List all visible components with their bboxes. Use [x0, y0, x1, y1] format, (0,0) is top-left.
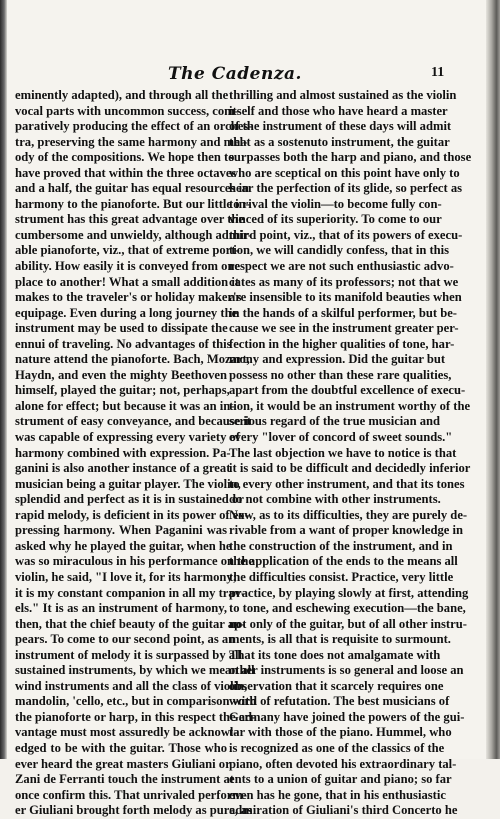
text-line: of the instrument of these days will admit	[229, 119, 452, 134]
text-line: it is said to be difficult and decidedly inferior	[229, 461, 471, 476]
text-line: mony and expression. Did the guitar but	[229, 352, 446, 367]
text-line: is recognized as one of the classics of the	[229, 740, 445, 755]
text-line: serious regard of the true musician and	[229, 414, 441, 429]
text-line: vinced of its superiority. To come to our	[229, 212, 442, 227]
text-line: cates as many of its professors; not that we	[229, 274, 459, 289]
text-line: edged to be with the guitar. Those who	[15, 740, 227, 755]
text-line: itself and those who have heard a master	[229, 103, 448, 118]
text-line: not only of the guitar, but of all other instru-	[229, 616, 467, 631]
page-number: 11	[431, 65, 445, 80]
text-line: surpasses both the harp and piano, and those	[229, 150, 472, 165]
text-line: piano, often devoted his extraordinary tal-	[229, 756, 457, 771]
text-line: do not combine with other instruments.	[229, 492, 441, 507]
text-line: the construction of the instrument, and in	[229, 538, 453, 553]
text-line: pears. To come to our second point, as an	[15, 632, 236, 647]
text-line: alone for effect; but because it was an in-	[15, 398, 235, 413]
text-line: ability. How easily it is conveyed from one	[15, 259, 241, 274]
text-line: equipage. Even during a long journey the	[15, 305, 238, 320]
text-line: splendid and perfect as it is in sustained or	[15, 492, 244, 507]
text-line: cumbersome and unwieldy, although admir-	[15, 227, 253, 242]
text-line: wind instruments and all the class of violin,	[15, 678, 248, 693]
text-line: hear the perfection of its glide, so perfect as	[229, 181, 463, 196]
text-line: violin, he said, "I love it, for its harmony;	[15, 569, 237, 584]
text-column-left	[15, 88, 257, 819]
text-line: every "lover of concord of sweet sounds."	[229, 430, 453, 445]
text-line: able pianoforte, viz., that of extreme port-	[15, 243, 240, 258]
text-line: er Giuliani brought forth melody as pure, as	[15, 803, 253, 818]
text-line: instrument may be used to dissipate the	[15, 321, 228, 336]
text-line: ever heard the great masters Giuliani or	[15, 756, 231, 771]
text-line: word of refutation. The best musicians of	[229, 694, 450, 709]
text-line: fection in the higher qualities of tone, har-	[229, 336, 455, 351]
text-line: eminently adapted), and through all the	[15, 88, 229, 102]
text-line: rapid melody, is deficient in its power of ex-	[15, 507, 249, 522]
text-line: the difficulties consist. Practice, very little	[229, 569, 454, 584]
text-line: tra, preserving the same harmony and mel-	[15, 134, 248, 149]
text-line: observation that it scarcely requires one	[229, 678, 444, 693]
text-line: tion, we will candidly confess, that in this	[229, 243, 450, 258]
text-line: respect we are not such enthusiastic advo-	[229, 259, 454, 274]
text-line: the pianoforte or harp, in this respect the ad-	[15, 709, 257, 724]
text-line: who are sceptical on this point have only to	[229, 165, 460, 180]
text-line: apart from the doubtful excellence of execu-	[229, 383, 466, 398]
page-header	[0, 64, 500, 86]
text-line: makes to the traveler's or holiday maker's	[15, 290, 242, 305]
text-line: strument has this great advantage over the	[15, 212, 245, 227]
text-line: mandolin, 'cello, etc., but in comparison with	[15, 694, 257, 709]
running-title: The Cadenza.	[168, 64, 302, 84]
text-line: was capable of expressing every variety of	[15, 430, 241, 445]
text-line: harmony to the pianoforte. But our little in-	[15, 196, 250, 211]
text-line: That its tone does not amalgamate with	[229, 647, 441, 662]
text-line: third point, viz., that of its powers of execu-	[229, 227, 463, 242]
text-line: to every other instrument, and that its tones	[229, 476, 465, 491]
text-line: Now, as to its difficulties, they are purely de-	[229, 507, 468, 522]
text-line: and a half, the guitar has equal resources in	[15, 181, 250, 196]
text-line: to rival the violin—to become fully con-	[229, 196, 442, 211]
text-line: Germany have joined the powers of the gui-	[229, 709, 465, 724]
page-right-edge	[486, 0, 500, 759]
text-line: els." It is as an instrument of harmony,	[15, 601, 227, 616]
text-line: nature attend the pianoforte. Bach, Mozart,	[15, 352, 250, 367]
text-line: vocal parts with uncommon success, com-	[15, 103, 239, 118]
text-line: have proved that within the three octaves	[15, 165, 237, 180]
text-line: in the hands of a skilful performer, but be-	[229, 305, 457, 320]
text-line: ganini is also another instance of a great	[15, 461, 231, 476]
text-line: pressing harmony. When Paganini was	[15, 523, 227, 538]
text-line: Zani de Ferranti touch the instrument at	[15, 772, 234, 787]
text-line: tar with those of the piano. Hummel, who	[229, 725, 452, 740]
text-line: possess no other than these rare qualities,	[229, 367, 452, 382]
text-line: tion, it would be an instrument worthy of the	[229, 398, 471, 413]
text-line: that as a sostenuto instrument, the guitar	[229, 134, 450, 149]
text-line: are insensible to its manifold beauties when	[229, 290, 462, 305]
text-line: it is my constant companion in all my trav-	[15, 585, 246, 600]
text-line: ents to a union of guitar and piano; so far	[229, 772, 452, 787]
text-line: sustained instruments, by which we mean all	[15, 663, 255, 678]
text-line: strument of easy conveyance, and because it	[15, 414, 252, 429]
text-line: the application of the ends to the means all	[229, 554, 458, 569]
text-line: was so miraculous in his performance on the	[15, 554, 254, 569]
text-line: ments, is all that is requisite to surmount.	[229, 632, 451, 647]
text-line: place to another! What a small addition it	[15, 274, 240, 289]
page-left-edge	[0, 0, 7, 759]
text-line: musician being a guitar player. The violin,	[15, 476, 241, 491]
text-line: thrilling and almost sustained as the violin	[229, 88, 457, 102]
text-line: instrument of melody it is surpassed by all	[15, 647, 243, 662]
text-line: asked why he played the guitar, when he	[15, 538, 232, 553]
text-line: to tone, and eschewing execution—the bane,	[229, 601, 466, 616]
text-line: paratively producing the effect of an orches-	[15, 119, 253, 134]
text-line: cause we see in the instrument greater per-	[229, 321, 459, 336]
text-line: himself, played the guitar; not, perhaps,	[15, 383, 230, 398]
text-line: even has he gone, that in his enthusiastic	[229, 787, 446, 802]
text-line: The last objection we have to notice is that	[229, 445, 457, 460]
text-line: harmony combined with expression. Pa-	[15, 445, 231, 460]
text-line: practice, by playing slowly at first, attending	[229, 585, 469, 600]
text-line: ody of the compositions. We hope then to	[15, 150, 235, 165]
text-line: other instruments is so general and loose an	[229, 663, 464, 678]
text-line: admiration of Giuliani's third Concerto he	[229, 803, 458, 818]
text-column-right	[229, 88, 472, 819]
text-line: rivable from a want of proper knowledge in	[229, 523, 464, 538]
text-line: Haydn, and even the mighty Beethoven	[15, 367, 227, 382]
text-line: then, that the chief beauty of the guitar ap-	[15, 616, 246, 631]
text-line: once confirm this. That unrivaled perform-	[15, 787, 248, 802]
text-line: ennui of traveling. No advantages of this	[15, 336, 232, 351]
text-line: vantage must most assuredly be acknowl-	[15, 725, 238, 740]
